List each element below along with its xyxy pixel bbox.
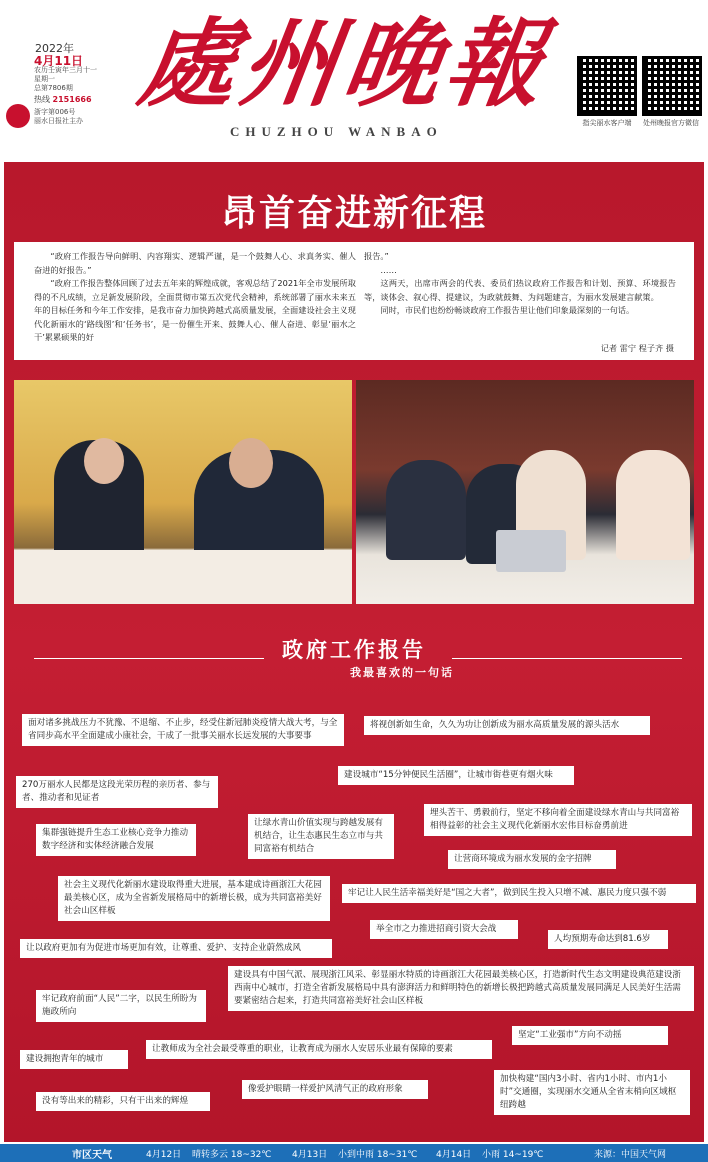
photo-credit: 记者 雷宁 程子齐 摄	[600, 343, 674, 353]
weekday: 星期一	[34, 75, 55, 83]
cn-code: 浙字第006号	[34, 108, 76, 116]
hotline	[34, 94, 92, 105]
publisher-logo-icon	[6, 104, 30, 128]
date-year: 2022年	[35, 42, 74, 55]
quote-box: 没有等出来的精彩，只有干出来的辉煌	[36, 1092, 210, 1111]
person-silhouette-icon	[386, 460, 466, 560]
section-subtitle: 我最喜欢的一句话	[350, 666, 454, 679]
article-body	[14, 242, 694, 360]
weather-forecast: 小雨 14~19℃	[482, 1150, 544, 1160]
quote-box: 社会主义现代化新丽水建设取得重大进展，基本建成诗画浙江大花园最美核心区，成为全省新发展格局中的新增长极，成为共同富裕美好社会山区样板	[58, 876, 330, 921]
quote-box: 让绿水青山价值实现与跨越发展有机结合，让生态惠民生态立市与共同富裕有机结合	[248, 814, 394, 859]
newspaper-brand-en: CHUZHOU WANBAO	[230, 124, 443, 139]
qr-app-label: 指尖丽水客户端	[582, 119, 632, 127]
qr-wechat-label: 处州晚报官方微信	[643, 119, 699, 127]
quote-box: 让以政府更加有为促进市场更加有效，让尊重、爱护、支持企业蔚然成风	[20, 939, 332, 958]
article-paragraph: “政府工作报告整体回顾了过去五年来的辉煌成就，客观总结了2021年全市发展所取得的不凡成绩，立足新发展阶段，全面贯彻市第五次党代会精神，系统部署了丽水未来五年的目标任务和今年工作安排，是我市奋力加快跨越式高质量发展，全面建设社会主义现代化新丽水的‘路线图’和‘任务书’，是一份催生开来、鼓舞人心、催人奋进、彰显‘丽水之干’累累硕果的好	[34, 278, 356, 342]
quote-box: 让教师成为全社会最受尊重的职业，让教育成为丽水人安居乐业最有保障的要素	[146, 1040, 492, 1059]
weather-date: 4月12日	[146, 1150, 182, 1160]
quote-box: 牢记政府前面“人民”二字，以民生所盼为施政所向	[36, 990, 206, 1022]
qr-code-app-icon[interactable]	[577, 56, 637, 116]
quote-box: 让营商环境成为丽水发展的金字招牌	[448, 850, 616, 869]
quote-box: 建设城市“15分钟便民生活圈”，让城市街巷更有烟火味	[338, 766, 574, 785]
section-title: 政府工作报告	[282, 638, 426, 662]
quote-box: 牢记让人民生活幸福美好是“国之大者”，做到民生投入只增不减、惠民力度只强不弱	[342, 884, 696, 903]
publisher: 丽水日报社主办	[34, 117, 83, 125]
weather-source: 来源：中国天气网	[594, 1150, 667, 1160]
hotline-label: 热线	[34, 95, 50, 104]
weather-date: 4月13日	[292, 1150, 328, 1160]
issue-total: 总第7806期	[34, 84, 73, 92]
quote-box: 面对诸多挑战压力不犹豫、不退缩、不止步，经受住新冠肺炎疫情大战大考，与全省同步高水平全面建成小康社会，干成了一批事关丽水长远发展的大事要事	[22, 714, 344, 746]
weather-forecast: 小到中雨 18~31℃	[338, 1150, 418, 1160]
meeting-photo-right	[356, 380, 694, 604]
quote-box: 举全市之力推进招商引资大会战	[370, 920, 518, 939]
article-paragraph: 这两天，出席市两会的代表、委员们热议政府工作报告和计划、预算、环境报告等，谈体会、叙心得、提建议，为政就鼓舞、为问题建言，为丽水发展建言献策。	[364, 278, 676, 302]
quote-box: 集群强链提升生态工业核心竞争力推动数字经济和实体经济融合发展	[36, 824, 196, 856]
weather-date: 4月14日	[436, 1150, 472, 1160]
article-paragraph: 报告。”	[364, 251, 389, 261]
quote-box: 将视创新如生命，久久为功让创新成为丽水高质量发展的源头活水	[364, 716, 650, 735]
face-icon	[229, 438, 273, 488]
meeting-photo-left	[14, 380, 352, 604]
weather-forecast: 晴转多云 18~32℃	[192, 1150, 272, 1160]
hotline-number: 2151666	[52, 95, 92, 104]
newspaper-brand: 處州晚報	[132, 7, 557, 120]
lunar-date: 农历壬寅年三月十一	[34, 66, 97, 74]
date-day: 4月11日	[34, 54, 84, 68]
article-paragraph: “政府工作报告导向鲜明、内容翔实、逻辑严谨，是一个鼓舞人心、求真务实、催人奋进的好报告。”	[34, 251, 356, 275]
article-column-2	[364, 250, 676, 318]
quote-box: 建设拥抱青年的城市	[20, 1050, 128, 1069]
article-paragraph: ……	[380, 264, 397, 275]
quote-box: 建设具有中国气派、展现浙江风采、彰显丽水特质的诗画浙江大花园最美核心区，打造新时代生态文明建设典范建设浙西南中心城市，打造全省新发展格局中具有澎湃活力和鲜明特色的新增长极把跨越式高质量发展同满足人民美好生活需要紧密结合起来，打造共同富裕美好社会山区样板	[228, 966, 694, 1011]
weather-bar	[0, 1144, 708, 1162]
qr-code-wechat-icon[interactable]	[642, 56, 702, 116]
headline: 昂首奋进新征程	[220, 193, 487, 234]
weather-label: 市区天气	[72, 1150, 112, 1161]
quote-box: 加快构建“国内3小时、省内1小时、市内1小时”交通圈，实现丽水交通从全省末梢向区域枢纽跨越	[494, 1070, 690, 1115]
quote-box: 像爱护眼睛一样爱护风清气正的政府形象	[242, 1080, 428, 1099]
laptop-icon	[496, 530, 566, 572]
masthead	[0, 0, 708, 160]
face-icon	[84, 438, 124, 484]
person-silhouette-icon	[616, 450, 690, 560]
quote-box: 人均预期寿命达到81.6岁	[548, 930, 668, 949]
quote-box: 270万丽水人民都是这段光荣历程的亲历者、参与者、推动者和见证者	[16, 776, 218, 808]
table-surface	[14, 550, 352, 604]
quote-box: 坚定“工业强市”方向不动摇	[512, 1026, 668, 1045]
article-column-1	[34, 250, 356, 345]
article-paragraph: 同时，市民们也纷纷畅谈政府工作报告里让他们印象最深刻的一句话。	[380, 305, 635, 315]
quote-box: 埋头苦干、勇毅前行，坚定不移向着全面建设绿水青山与共同富裕相得益彰的社会主义现代化新丽水宏伟目标奋勇前进	[424, 804, 692, 836]
